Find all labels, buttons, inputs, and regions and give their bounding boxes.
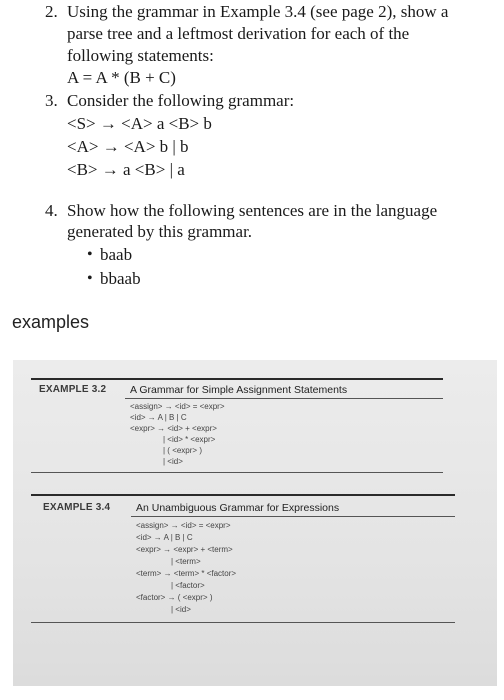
examples-heading: examples <box>12 312 90 332</box>
grammar-rule: | ( <expr> ) <box>163 446 202 455</box>
question-3-text: Consider the following grammar: <box>67 91 295 110</box>
sentence-item: bbaab <box>100 269 141 288</box>
question-3-number: 3. <box>45 91 58 110</box>
grammar-rule: <A> → <A> b | b <box>67 137 189 156</box>
grammar-rule: | <id> * <expr> <box>163 435 216 444</box>
bullet-icon: • <box>87 246 93 263</box>
question-2-line-3: following statements: <box>67 46 214 65</box>
grammar-rule: | <factor> <box>171 581 205 590</box>
grammar-rule: <assign> → <id> = <expr> <box>136 521 231 530</box>
grammar-rule: <expr> → <expr> + <term> <box>136 545 233 554</box>
question-4-line-1: Show how the following sentences are in the language <box>67 201 438 220</box>
question-4-line-2: generated by this grammar. <box>67 222 253 241</box>
example-3-4-title: An Unambiguous Grammar for Expressions <box>136 502 340 514</box>
textbook-photo <box>13 360 497 686</box>
example-3-4-top-rule <box>31 494 455 496</box>
question-2-line-1: Using the grammar in Example 3.4 (see page 2), show a <box>67 2 449 21</box>
example-3-4-bottom-rule <box>31 622 455 623</box>
grammar-rule: <term> → <term> * <factor> <box>136 569 237 578</box>
grammar-rule: <S> → <A> a <B> b <box>67 114 212 133</box>
example-3-4-label: EXAMPLE 3.4 <box>43 502 111 513</box>
homework-document <box>0 0 504 310</box>
grammar-rule: <factor> → ( <expr> ) <box>136 593 213 602</box>
example-3-2-bottom-rule <box>31 472 443 473</box>
grammar-rule: <id> → A | B | C <box>136 533 193 542</box>
sentence-item: baab <box>100 245 133 264</box>
example-3-2-top-rule <box>31 378 443 380</box>
example-3-2-title-rule <box>125 398 443 399</box>
grammar-rule: <id> → A | B | C <box>130 413 187 422</box>
grammar-rule: <expr> → <id> + <expr> <box>130 424 217 433</box>
question-2-number: 2. <box>45 2 58 21</box>
grammar-rule: | <id> <box>163 457 183 466</box>
example-3-2-title: A Grammar for Simple Assignment Statements <box>130 384 348 396</box>
question-4-number: 4. <box>45 201 58 220</box>
bullet-icon: • <box>87 270 93 287</box>
example-3-2-label: EXAMPLE 3.2 <box>39 384 107 395</box>
example-3-4-title-rule <box>131 516 455 517</box>
question-2-statement: A = A * (B + C) <box>67 68 176 87</box>
grammar-rule: | <id> <box>171 605 191 614</box>
grammar-rule: <B> → a <B> | a <box>67 160 185 179</box>
grammar-rule: <assign> → <id> = <expr> <box>130 402 225 411</box>
grammar-rule: | <term> <box>171 557 201 566</box>
question-2-line-2: parse tree and a leftmost derivation for each of the <box>67 24 410 43</box>
